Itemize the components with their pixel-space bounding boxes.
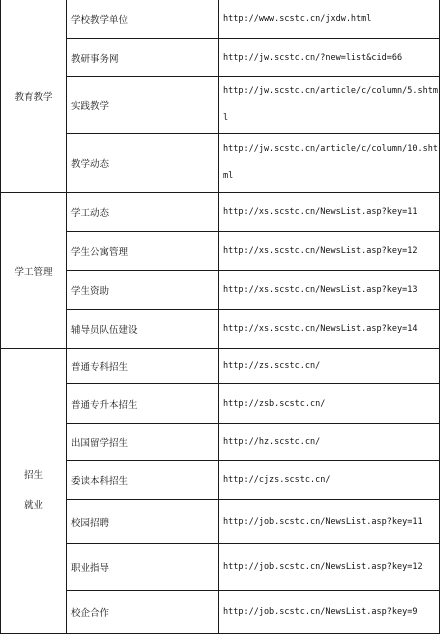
- link-url[interactable]: http://cjzs.scstc.cn/: [219, 461, 440, 500]
- link-name: 辅导员队伍建设: [67, 310, 219, 349]
- link-name: 校园招聘: [67, 500, 219, 544]
- link-url[interactable]: http://jw.scstc.cn/article/c/column/10.shtml: [219, 134, 440, 193]
- table-row: [1, 384, 440, 424]
- link-name: 学工动态: [67, 193, 219, 232]
- table-row: [1, 500, 440, 544]
- link-url[interactable]: http://zs.scstc.cn/: [219, 349, 440, 384]
- link-url[interactable]: http://xs.scstc.cn/NewsList.asp?key=13: [219, 271, 440, 310]
- group-label-line: 就业: [23, 500, 43, 511]
- link-name: 委读本科招生: [67, 461, 219, 500]
- table-row: [1, 134, 440, 193]
- link-url[interactable]: http://job.scstc.cn/NewsList.asp?key=9: [219, 591, 440, 634]
- link-url[interactable]: http://xs.scstc.cn/NewsList.asp?key=14: [219, 310, 440, 349]
- link-url[interactable]: http://job.scstc.cn/NewsList.asp?key=12: [219, 544, 440, 591]
- link-name: 教研事务网: [67, 39, 219, 77]
- table-row: [1, 0, 440, 39]
- group-label: 教育教学: [1, 0, 67, 193]
- group-label: 学工管理: [1, 193, 67, 349]
- link-name: 学生资助: [67, 271, 219, 310]
- link-name: 教学动态: [67, 134, 219, 193]
- table-row: [1, 424, 440, 461]
- table-row: [1, 39, 440, 77]
- link-url[interactable]: http://xs.scstc.cn/NewsList.asp?key=11: [219, 193, 440, 232]
- link-url[interactable]: http://xs.scstc.cn/NewsList.asp?key=12: [219, 232, 440, 271]
- table-row: [1, 271, 440, 310]
- link-name: 普通专科招生: [67, 349, 219, 384]
- table-row: [1, 591, 440, 634]
- link-name: 实践教学: [67, 77, 219, 134]
- link-name: 普通专升本招生: [67, 384, 219, 424]
- table-row: [1, 232, 440, 271]
- table-row: [1, 193, 440, 232]
- table-row: [1, 77, 440, 134]
- link-url[interactable]: http://job.scstc.cn/NewsList.asp?key=11: [219, 500, 440, 544]
- group-label: [1, 349, 67, 634]
- table-row: [1, 310, 440, 349]
- link-name: 学校教学单位: [67, 0, 219, 39]
- table-row: [1, 544, 440, 591]
- link-url[interactable]: http://jw.scstc.cn/article/c/column/5.shtml: [219, 77, 440, 134]
- link-url[interactable]: http://zsb.scstc.cn/: [219, 384, 440, 424]
- link-name: 校企合作: [67, 591, 219, 634]
- link-name: 出国留学招生: [67, 424, 219, 461]
- table-row: [1, 461, 440, 500]
- link-name: 学生公寓管理: [67, 232, 219, 271]
- group-label-line: 招生: [23, 470, 43, 481]
- link-name: 职业指导: [67, 544, 219, 591]
- link-url[interactable]: http://hz.scstc.cn/: [219, 424, 440, 461]
- link-url[interactable]: http://www.scstc.cn/jxdw.html: [219, 0, 440, 39]
- link-url[interactable]: http://jw.scstc.cn/?new=list&cid=66: [219, 39, 440, 77]
- table-row: [1, 349, 440, 384]
